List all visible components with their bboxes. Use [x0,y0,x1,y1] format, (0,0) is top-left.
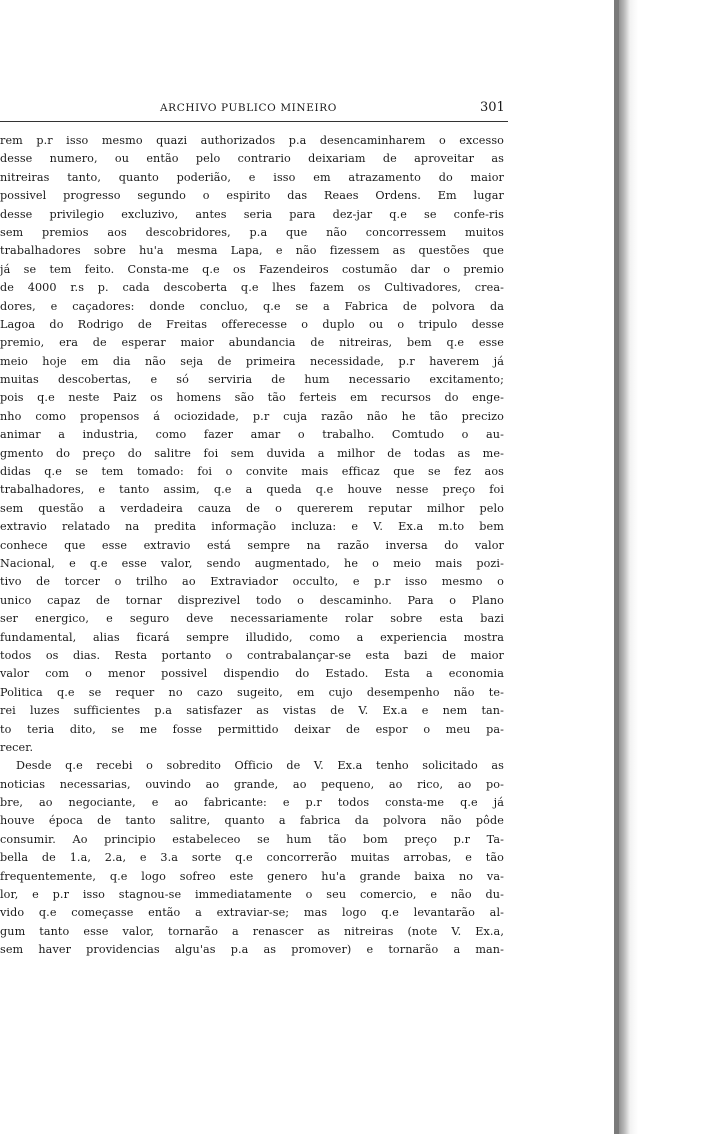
text-line: frequentemente, q.e logo sofreo este genero hu'a grande baixa no va- [0,869,504,883]
text-line: didas q.e se tem tomado: foi o convite mais efficaz que se fez aos [0,465,504,479]
text-line: noticias necessarias, ouvindo ao grande, ao pequeno, ao rico, ao po- [0,777,504,791]
text-line: fundamental, alias ficará sempre illudido, como a experiencia mostra [0,630,504,644]
text-line: conhece que esse extravio está sempre na razão inversa do valor [0,538,504,552]
text-line: vido q.e começasse então a extraviar-se; mas logo q.e levantarão al- [0,906,504,920]
text-line: bre, ao negociante, e ao fabricante: e p.r todos consta-me q.e já [0,796,504,810]
text-line: sem premios aos descobridores, p.a que não concorressem muitos [0,225,504,239]
text-line: Nacional, e q.e esse valor, sendo augmentado, he o meio mais pozi- [0,556,504,570]
book-gutter [614,0,619,1134]
text-line: pois q.e neste Paiz os homens são tão ferteis em recursos do enge- [0,391,504,405]
text-line: rei luzes sufficientes p.a satisfazer as vistas de V. Ex.a e nem tan- [0,704,504,718]
text-line: sem haver providencias algu'as p.a as promover) e tornarão a man- [0,943,504,957]
text-line: rem p.r isso mesmo quazi authorizados p.a desencaminharem o excesso [0,134,504,147]
paragraph-1 [0,132,504,757]
text-line: gum tanto esse valor, tornarão a renascer as nitreiras (note V. Ex.a, [0,924,504,938]
paragraph-2 [0,757,504,959]
text-line: premio, era de esperar maior abundancia de nitreiras, bem q.e esse [0,336,504,350]
text-line: tivo de torcer o trilho ao Extraviador occulto, e p.r isso mesmo o [0,575,504,589]
text-line: meio hoje em dia não seja de primeira necessidade, p.r haverem já [0,354,504,368]
text-line: desse numero, ou então pelo contrario deixariam de aproveitar as [0,152,504,166]
text-line: possivel progresso segundo o espirito das Reaes Ordens. Em lugar [0,189,504,203]
text-line: valor com o menor possivel dispendio do Estado. Esta a economia [0,667,504,681]
page-number: 301 [480,100,505,115]
text-line: Desde q.e recebi o sobredito Officio de V. Ex.a tenho solicitado as [16,759,504,773]
running-head [0,100,510,120]
text-line: unico capaz de tornar disprezivel todo o descaminho. Para o Plano [0,593,504,607]
text-line: to teria dito, se me fosse permittido deixar de espor o meu pa- [0,722,504,736]
text-line: consumir. Ao principio estabeleceo se hum tão bom preço p.r Ta- [0,832,504,846]
text-line: desse privilegio excluzivo, antes seria para dez-jar q.e se confe-ris [0,207,504,221]
text-line: nitreiras tanto, quanto poderião, e isso em atrazamento do maior [0,170,504,184]
text-line: lor, e p.r isso stagnou-se immediatamente o seu comercio, e não du- [0,888,504,902]
text-line: trabalhadores sobre hu'a mesma Lapa, e não fizessem as questões que [0,244,504,258]
text-line: animar a industria, como fazer amar o trabalho. Comtudo o au- [0,428,504,442]
text-line: Politica q.e se requer no cazo sugeito, em cujo desempenho não te- [0,685,504,699]
running-title: ARCHIVO PUBLICO MINEIRO [160,102,337,114]
text-line: todos os dias. Resta portanto o contrabalançar-se esta bazi de maior [0,648,504,662]
text-line: muitas descobertas, e só serviria de hum necessario excitamento; [0,373,504,387]
text-line: houve época de tanto salitre, quanto a fabrica da polvora não pôde [0,814,504,828]
text-line: gmento do preço do salitre foi sem duvida a milhor de todas as me- [0,446,504,460]
text-body [0,132,504,960]
text-line: trabalhadores, e tanto assim, q.e a queda q.e houve nesse preço foi [0,483,504,497]
text-line: já se tem feito. Consta-me q.e os Fazendeiros costumão dar o premio [0,262,504,276]
text-line: Lagoa do Rodrigo de Freitas offerecesse o duplo ou o tripulo desse [0,317,504,331]
text-line: dores, e caçadores: donde concluo, q.e se a Fabrica de polvora da [0,299,504,313]
text-line: bella de 1.a, 2.a, e 3.a sorte q.e concorrerão muitas arrobas, e tão [0,851,504,865]
text-line: sem questão a verdadeira cauza de o quererem reputar milhor pelo [0,501,504,515]
text-line: ser energico, e seguro deve necessariamente rolar sobre esta bazi [0,612,504,626]
text-line: recer. [0,740,34,754]
header-rule [0,121,508,122]
text-line: de 4000 r.s p. cada descoberta q.e lhes fazem os Cultivadores, crea- [0,281,504,295]
text-line: nho como propensos á ociozidade, p.r cuja razão não he tão precizo [0,409,504,423]
page-edge-shadow [618,0,715,1134]
text-line: extravio relatado na predita informação incluza: e V. Ex.a m.to bem [0,520,504,534]
